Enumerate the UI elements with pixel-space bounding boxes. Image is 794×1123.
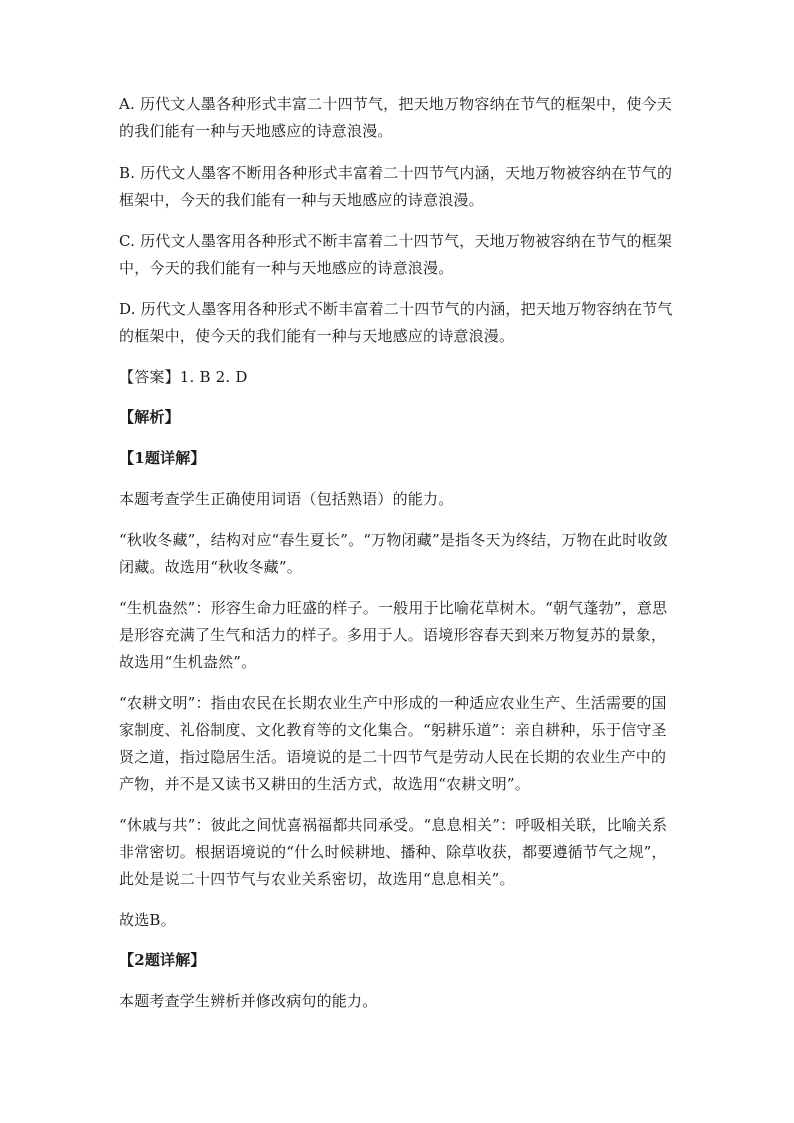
option-c: C. 历代文人墨客用各种形式不断丰富着二十四节气，天地万物被容纳在节气的框架中，今天的我们能有一种与天地感应的诗意浪漫。 (119, 232, 673, 277)
q1-conclusion: 故选B。 (119, 911, 176, 929)
q1-intro: 本题考查学生正确使用词语（包括熟语）的能力。 (119, 490, 454, 508)
q1-heading: 【1题详解】 (119, 449, 206, 467)
q2-heading: 【2题详解】 (119, 951, 206, 969)
q1-paragraph-4: “休戚与共”：彼此之间忧喜祸福都共同承受。“息息相关”：呼吸相关联，比喻关系非常密切。根据语境说的“什么时候耕地、播种、除草收获，都要遵循节气之规”，此处是说二十四节气与农业关系密切，故选用“息息相关”。 (119, 816, 668, 888)
q1-paragraph-1: “秋收冬藏”，结构对应“春生夏长”。“万物闭藏”是指冬天为终结，万物在此时收敛闭藏。故选用“秋收冬藏”。 (119, 531, 668, 576)
option-a: A. 历代文人墨各种形式丰富二十四节气，把天地万物容纳在节气的框架中，使今天的我们能有一种与天地感应的诗意浪漫。 (119, 95, 672, 140)
q1-paragraph-3: “农耕文明”：指由农民在长期农业生产中形成的一种适应农业生产、生活需要的国家制度、礼俗制度、文化教育等的文化集合。“躬耕乐道”：亲自耕种，乐于信守圣贤之道，指过隐居生活。语境说的是二十四节气是劳动人民在长期的农业生产中的产物，并不是又读书又耕田的生活方式，故选用“农耕文明”。 (119, 694, 667, 793)
q1-paragraph-2: “生机盎然”：形容生命力旺盛的样子。一般用于比喻花草树木。“朝气蓬勃”，意思是形容充满了生气和活力的样子。多用于人。语境形容春天到来万物复苏的景象，故选用“生机盎然”。 (119, 599, 668, 671)
q2-intro: 本题考查学生辨析并修改病句的能力。 (119, 992, 378, 1010)
option-b: B. 历代文人墨客不断用各种形式丰富着二十四节气内涵，天地万物被容纳在节气的框架中，今天的我们能有一种与天地感应的诗意浪漫。 (119, 164, 673, 209)
analysis-heading: 【解析】 (119, 408, 180, 426)
option-d: D. 历代文人墨客用各种形式不断丰富着二十四节气的内涵，把天地万物容纳在节气的框架中，使今天的我们能有一种与天地感应的诗意浪漫。 (119, 300, 673, 345)
answer-line: 【答案】1. B 2. D (119, 368, 248, 386)
